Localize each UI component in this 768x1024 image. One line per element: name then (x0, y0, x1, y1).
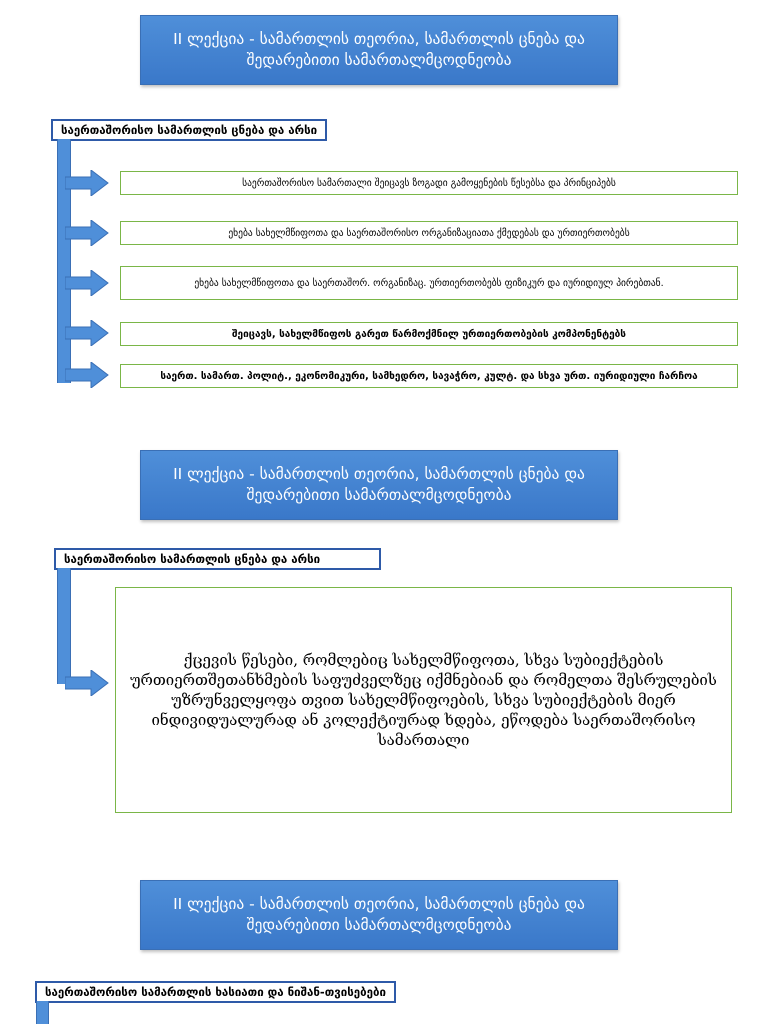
slide1-item: ეხება სახელმწიფოთა და საერთაშორ. ორგანიზაც. ურთიერთობებს ფიზიკურ და იურიდიულ პირებთან. (120, 266, 738, 300)
slide1-header (140, 15, 618, 85)
slide1-item: საერთაშორისო სამართალი შეიცავს ზოგადი გამოყენების წესებსა და პრინციპებს (120, 171, 738, 195)
slide1-item: საერთ. სამართ. პოლიტ., ეკონომიკური, სამხედრო, სავაჭრო, კულტ. და სხვა ურთ. იურიდიული ჩარჩოა (120, 364, 738, 388)
arrow-right-icon (65, 170, 109, 196)
slide2-connector-bar (57, 568, 71, 684)
arrow-right-icon (65, 670, 109, 696)
slide1-item: ეხება სახელმწიფოთა და საერთაშორისო ორგანიზაციათა ქმედებას და ურთიერთობებს (120, 221, 738, 245)
slide1-section-label: საერთაშორისო სამართლის ცნება და არსი (51, 119, 327, 141)
slide1-item: შეიცავს, სახელმწიფოს გარეთ წარმოქმნილ ურთიერთობების კომპონენტებს (120, 322, 738, 346)
slide2-definition-box (115, 587, 732, 813)
slide1-header-text: II ლექცია - სამართლის თეორია, სამართლის ცნება და შედარებითი სამართალმცოდნეობა (173, 30, 585, 69)
slide2-header-text: II ლექცია - სამართლის თეორია, სამართლის ცნება და შედარებითი სამართალმცოდნეობა (173, 465, 585, 504)
slide3-header (140, 880, 618, 950)
slide2-definition-text: ქცევის წესები, რომლებიც სახელმწიფოთა, სხვა სუბიექტების ურთიერთშეთანხმების საფუძველზეც იქმნებიან და რომელთა შესრულების უზრუნველყოფა თვით სახელმწიფოების, სხვა სუბიექტების მიერ ინდივიდუალურად ან კოლექტიურად ხდება, ეწოდება საერთაშორისო სამართალი (130, 651, 717, 749)
slide3-header-text: II ლექცია - სამართლის თეორია, სამართლის ცნება და შედარებითი სამართალმცოდნეობა (173, 895, 585, 934)
arrow-right-icon (65, 220, 109, 246)
arrow-right-icon (65, 362, 109, 388)
slide3-connector-bar (36, 1001, 49, 1024)
slide3-section-label: საერთაშორისო სამართლის ხასიათი და ნიშან-თვისებები (35, 981, 396, 1003)
slide2-section-label: საერთაშორისო სამართლის ცნება და არსი (54, 548, 381, 570)
arrow-right-icon (65, 320, 109, 346)
arrow-right-icon (65, 270, 109, 296)
slide2-header (140, 450, 618, 520)
